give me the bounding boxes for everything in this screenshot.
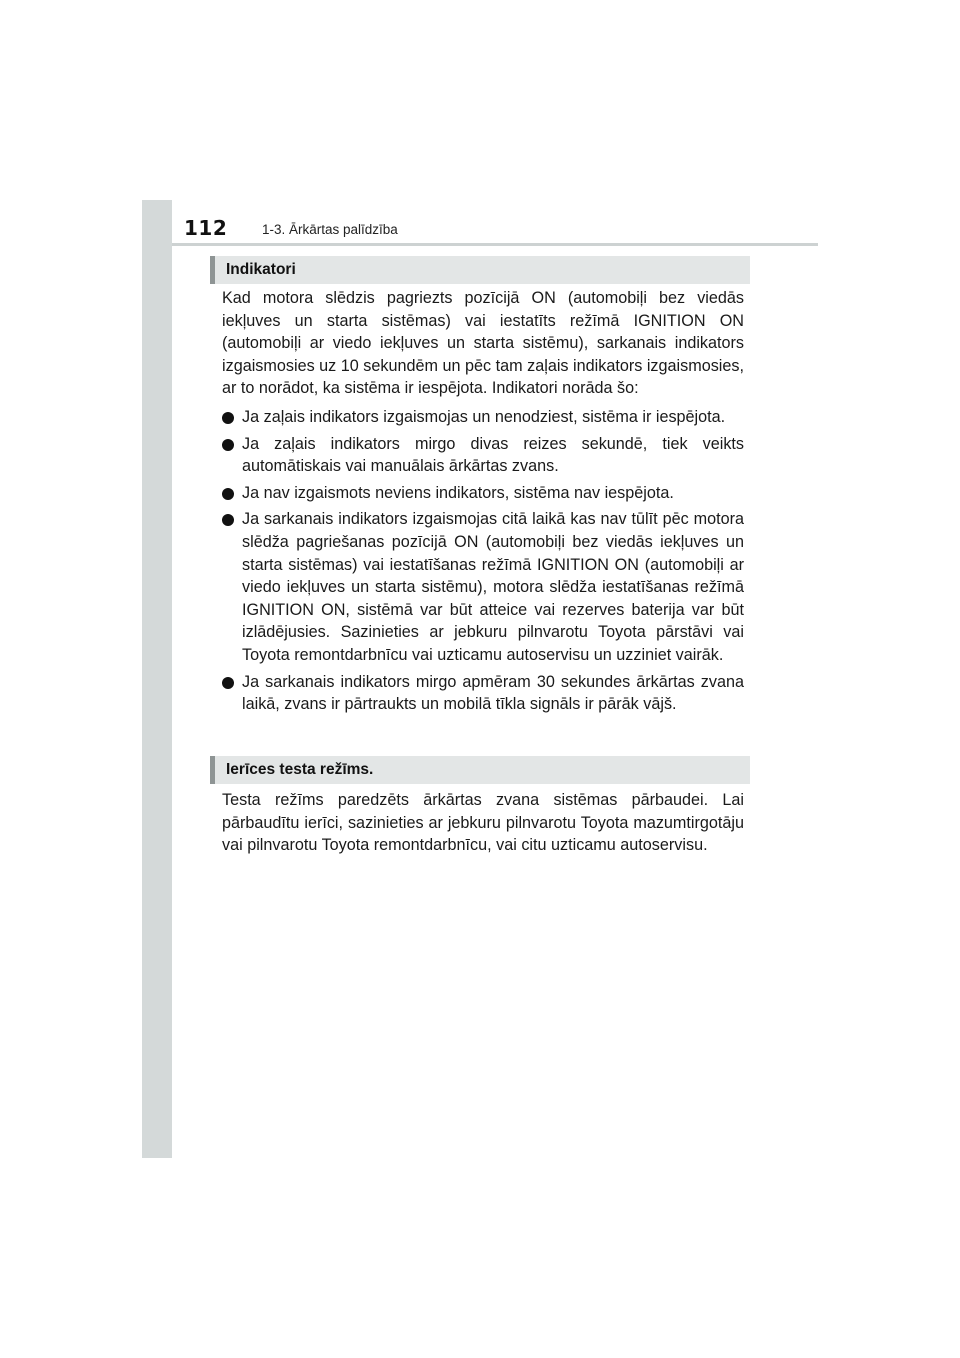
list-item-text: Ja sarkanais indikators izgaismojas citā laikā kas nav tūlīt pēc motora slēdža pagriešanas pozīcijā ON (automobiļi bez viedās iekļuves un starta sistēmas) vai iestatīšanas režīmā IGNITION ON (automobiļi ar viedo iekļuves un starta sistēmu), motora slēdža iestatīšanas režīmā IGNITION ON, sistēmā var būt atteice vai rezerves baterija var būt izlādējusies. Sazinieties ar jebkuru pilnvarotu Toyota pārstāvi vai Toyota remontdarbnīcu vai uzticamu autoservisu un uzziniet vairāk. (242, 510, 744, 664)
section-title: 1-3. Ārkārtas palīdzība (262, 222, 398, 237)
list-item-text: Ja zaļais indikators izgaismojas un nenodziest, sistēma ir iespējota. (242, 407, 726, 426)
page-side-band (142, 200, 172, 1158)
indicators-intro: Kad motora slēdzis pagriezts pozīcijā ON (automobiļi bez viedās iekļuves un starta sistēmas) vai iestatīts režīmā IGNITION ON (automobiļi ar viedo iekļuves un starta sistēmu), sarkanais indikators izgaismosies uz 10 sekundēm un pēc tam zaļais indikators izgaismosies, ar to norādot, ka sistēma ir iespējota. Indikatori norāda šo: (222, 289, 744, 398)
page-number: 112 (184, 216, 228, 240)
bullet-icon (222, 412, 234, 424)
test-mode-text: Testa režīms paredzēts ārkārtas zvana sistēmas pārbaudei. Lai pārbaudītu ierīci, sazinieties ar jebkuru pilnvarotu Toyota mazumtirgotāju vai pilnvarotu Toyota remontdarbnīcu, vai citu uzticamu autoservisu. (222, 791, 744, 855)
indicators-heading: Indikatori (210, 256, 750, 284)
bullet-icon (222, 439, 234, 451)
bullet-icon (222, 677, 234, 689)
list-item (222, 508, 744, 666)
list-item (222, 433, 744, 478)
list-item-text: Ja zaļais indikators mirgo divas reizes sekundē, tiek veikts automātiskais vai manuālais ārkārtas zvans. (242, 434, 744, 476)
bullet-icon (222, 488, 234, 500)
test-mode-section (222, 789, 744, 857)
list-item (222, 671, 744, 716)
test-mode-heading: Ierīces testa režīms. (210, 756, 750, 784)
list-item (222, 406, 744, 429)
bullet-icon (222, 514, 234, 526)
indicators-list (222, 406, 744, 716)
list-item-text: Ja nav izgaismots neviens indikators, sistēma nav iespējota. (242, 483, 674, 502)
header-rule (172, 243, 818, 246)
list-item (222, 482, 744, 505)
indicators-section (222, 287, 744, 720)
list-item-text: Ja sarkanais indikators mirgo apmēram 30 sekundes ārkārtas zvana laikā, zvans ir pārtraukts un mobilā tīkla signāls ir pārāk vājš. (242, 672, 744, 714)
